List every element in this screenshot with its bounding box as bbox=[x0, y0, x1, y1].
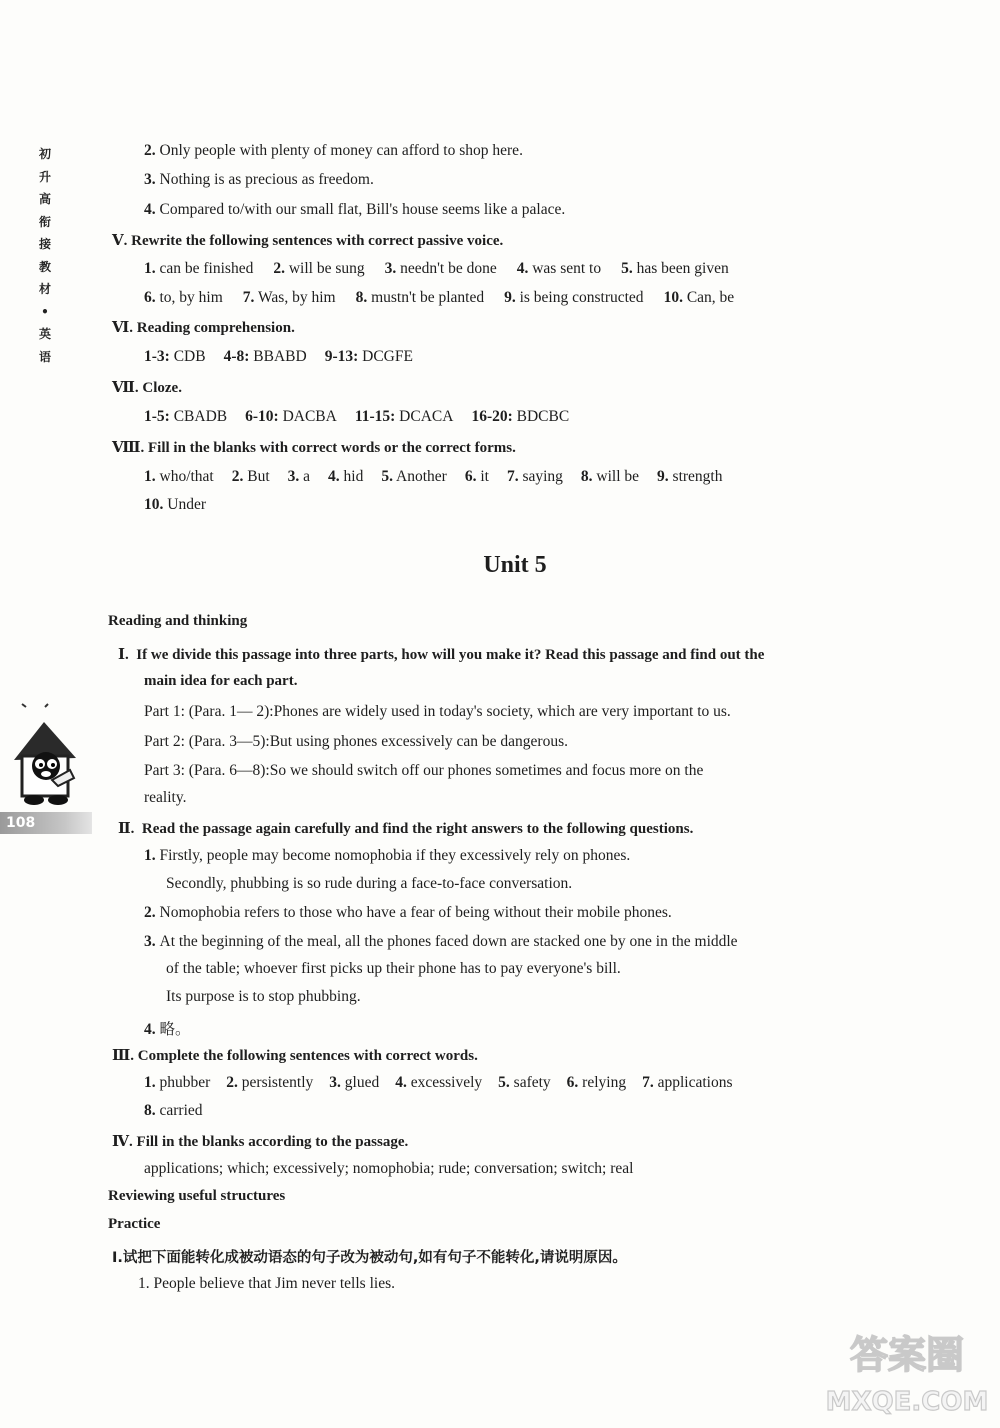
answer: 4. excessively bbox=[395, 1074, 483, 1091]
list-item: 3. Nothing is as precious as freedom. bbox=[144, 171, 374, 188]
answer-row bbox=[144, 348, 413, 366]
answer: 2. But bbox=[231, 468, 270, 485]
section-heading: Ⅶ. Cloze. bbox=[112, 380, 182, 396]
subsection-title: Reviewing useful structures bbox=[108, 1188, 286, 1204]
list-item-continued: Secondly, phubbing is so rude during a face-to-face conversation. bbox=[166, 875, 573, 892]
answer: 5. has been given bbox=[621, 260, 729, 277]
answer: 8. carried bbox=[144, 1102, 203, 1119]
answer: 3. needn't be done bbox=[384, 260, 497, 277]
answer: 7. applications bbox=[642, 1074, 733, 1091]
answer: 9-13: DCGFE bbox=[324, 348, 413, 365]
answer-row bbox=[144, 1074, 732, 1092]
answer: 4-8: BBABD bbox=[223, 348, 307, 365]
sidebar-book-title bbox=[34, 143, 56, 368]
main-idea-part: Part 3: (Para. 6—8):So we should switch off our phones sometimes and focus more on the bbox=[144, 762, 704, 779]
answer: 2. will be sung bbox=[273, 260, 365, 277]
sidebar-char: 语 bbox=[38, 349, 51, 364]
answer-line: applications; which; excessively; nomophobia; rude; conversation; switch; real bbox=[144, 1160, 634, 1177]
answer: 7. Was, by him bbox=[242, 289, 336, 306]
section-heading: Ⅴ. Rewrite the following sentences with correct passive voice. bbox=[112, 233, 504, 249]
section-heading: Ⅰ. If we divide this passage into three parts, how will you make it? Read this passage and find out the bbox=[118, 647, 765, 663]
sidebar-char: 衔 bbox=[38, 214, 51, 229]
sidebar-char: • bbox=[41, 304, 49, 319]
answer-row bbox=[144, 289, 734, 307]
answer: 7. saying bbox=[506, 468, 563, 485]
sidebar-char: 材 bbox=[38, 282, 51, 296]
list-item: 3. At the beginning of the meal, all the phones faced down are stacked one by one in the middle bbox=[144, 933, 738, 950]
subsection-title: Practice bbox=[108, 1216, 161, 1232]
watermark-logo bbox=[822, 1318, 992, 1418]
main-idea-part: Part 2: (Para. 3—5):But using phones excessively can be dangerous. bbox=[144, 733, 569, 750]
sidebar-char: 教 bbox=[38, 259, 51, 274]
page-number: 108 bbox=[0, 812, 92, 834]
mascot-illustration bbox=[8, 700, 86, 810]
list-item: 1. Firstly, people may become nomophobia if they excessively rely on phones. bbox=[144, 847, 631, 864]
section-heading-continued: main idea for each part. bbox=[144, 673, 298, 689]
svg-text:答案圈: 答案圈 bbox=[849, 1333, 965, 1377]
answer: 16-20: BDCBC bbox=[471, 408, 570, 425]
answer: 1-3: CDB bbox=[144, 348, 206, 365]
answer: 4. was sent to bbox=[516, 260, 602, 277]
answer: 11-15: DCACA bbox=[354, 408, 454, 425]
answer: 2. persistently bbox=[226, 1074, 314, 1091]
section-heading: Ⅱ. Read the passage again carefully and find the right answers to the following questions. bbox=[118, 821, 694, 837]
sidebar-char: 接 bbox=[38, 237, 51, 251]
answer: 6. to, by him bbox=[144, 289, 223, 306]
answer: 4. hid bbox=[328, 468, 364, 485]
list-item-continued: of the table; whoever first picks up their phone has to pay everyone's bill. bbox=[166, 960, 621, 977]
section-heading: Ⅵ. Reading comprehension. bbox=[112, 320, 295, 336]
answer-row bbox=[144, 468, 722, 486]
sidebar-char: 英 bbox=[38, 327, 51, 341]
list-item: 1. People believe that Jim never tells lies. bbox=[138, 1275, 395, 1292]
section-heading: Ⅲ. Complete the following sentences with correct words. bbox=[112, 1048, 478, 1064]
answer: 9. is being constructed bbox=[504, 289, 644, 306]
list-item: 4. 略。 bbox=[144, 1021, 191, 1038]
answer-row bbox=[144, 408, 569, 426]
list-item-continued: Its purpose is to stop phubbing. bbox=[166, 988, 361, 1005]
main-idea-part: reality. bbox=[144, 789, 187, 806]
answer: 3. a bbox=[287, 468, 311, 485]
answer: 10. Under bbox=[144, 496, 206, 513]
answer: 8. will be bbox=[580, 468, 640, 485]
answer: 9. strength bbox=[657, 468, 723, 485]
answer-row bbox=[144, 260, 729, 278]
list-item: 4. Compared to/with our small flat, Bill's house seems like a palace. bbox=[144, 201, 566, 218]
main-idea-part: Part 1: (Para. 1— 2):Phones are widely used in today's society, which are very important to us. bbox=[144, 703, 731, 720]
sidebar-char: 高 bbox=[38, 192, 51, 206]
answer: 8. mustn't be planted bbox=[355, 289, 485, 306]
list-item: 2. Only people with plenty of money can afford to shop here. bbox=[144, 142, 523, 159]
answer: 10. Can, be bbox=[663, 289, 735, 306]
section-heading: Ⅰ.试把下面能转化成被动语态的句子改为被动句,如有句子不能转化,请说明原因。 bbox=[112, 1250, 627, 1266]
answer: 1. can be finished bbox=[144, 260, 254, 277]
svg-text:MXQE.COM: MXQE.COM bbox=[825, 1387, 989, 1417]
section-heading: Ⅷ. Fill in the blanks with correct words or the correct forms. bbox=[112, 440, 516, 456]
answer: 1. phubber bbox=[144, 1074, 211, 1091]
answer: 1-5: CBADB bbox=[144, 408, 228, 425]
sidebar-char: 初 bbox=[38, 147, 51, 161]
list-item: 2. Nomophobia refers to those who have a fear of being without their mobile phones. bbox=[144, 904, 672, 921]
subsection-title: Reading and thinking bbox=[108, 613, 248, 629]
answer: 6. relying bbox=[566, 1074, 627, 1091]
answer-row bbox=[144, 1102, 203, 1120]
answer: 1. who/that bbox=[144, 468, 214, 485]
answer-row bbox=[144, 496, 206, 514]
section-heading: Ⅳ. Fill in the blanks according to the passage. bbox=[112, 1134, 409, 1150]
answer: 3. glued bbox=[329, 1074, 380, 1091]
answer: 6-10: DACBA bbox=[245, 408, 337, 425]
answer: 5. safety bbox=[498, 1074, 551, 1091]
answer: 6. it bbox=[464, 468, 489, 485]
unit-title: Unit 5 bbox=[483, 552, 547, 578]
answer: 5. Another bbox=[381, 468, 447, 485]
sidebar-char: 升 bbox=[38, 169, 51, 184]
